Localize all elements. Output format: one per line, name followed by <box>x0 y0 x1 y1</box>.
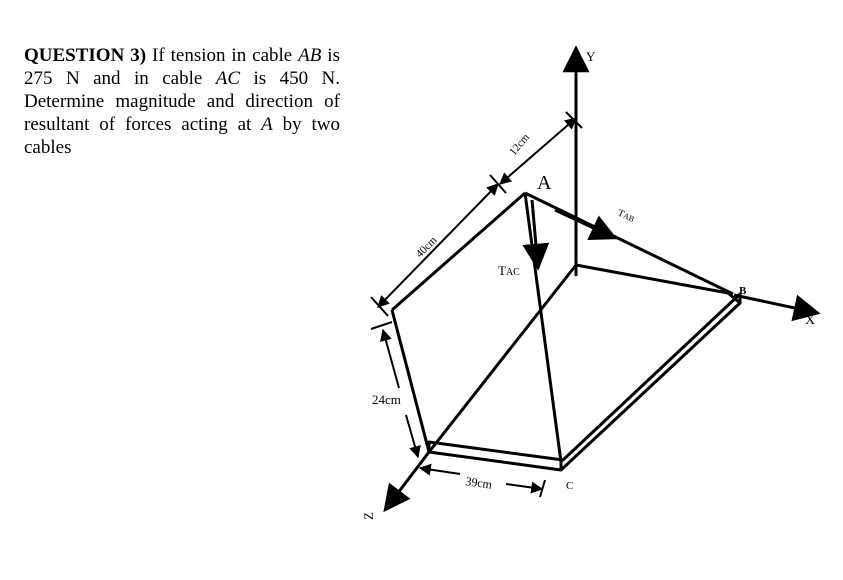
force-label-t-ac <box>498 263 520 278</box>
dim-label-12cm: 12cm <box>507 131 533 158</box>
cable-ac <box>525 193 561 462</box>
point-label-a: A <box>537 172 552 194</box>
axis-group <box>385 48 818 510</box>
cable-ab <box>525 193 733 294</box>
plate-front-edge <box>429 294 740 460</box>
question-part: is 450 N. Determine magnitude and direction of resultant of forces acting at <box>24 68 340 135</box>
x-axis <box>734 295 818 313</box>
dim-24cm-tick-top <box>371 322 392 329</box>
diagonal-brace <box>429 265 576 452</box>
question-part: If tension in cable <box>146 45 299 66</box>
force-label-t-ab <box>616 208 636 225</box>
t-ab-arrow <box>555 210 615 238</box>
dim-24cm-upper <box>383 330 399 388</box>
force-arrows <box>532 200 615 268</box>
axis-label-y: Y <box>586 49 596 64</box>
force-label-t-ac-sub: AC <box>505 267 520 278</box>
dim-label-24cm: 24cm <box>372 392 401 407</box>
question-part: by two cables <box>24 114 341 158</box>
dim-39cm-left <box>420 468 460 474</box>
question-part-cable-ab: AB <box>298 45 322 66</box>
axis-label-x: X <box>805 313 816 328</box>
force-label-t-ab-sub: AB <box>621 211 636 224</box>
dimension-lines <box>371 112 582 497</box>
support-frame <box>392 193 740 471</box>
axis-label-z: Z <box>361 512 376 520</box>
dim-24cm-lower <box>406 415 418 457</box>
dim-40cm-line <box>378 184 498 307</box>
force-label-t-ab-main: T <box>615 207 626 221</box>
dim-39cm-right <box>506 484 542 489</box>
question-part-point-a: A <box>261 114 273 135</box>
force-label-t-ac-main: T <box>498 263 506 278</box>
question-title: QUESTION 3) <box>24 45 147 66</box>
point-label-c: C <box>566 480 574 492</box>
z-axis <box>385 452 429 510</box>
question-part-cable-ac: AC <box>215 68 241 89</box>
dim-label-39cm: 39cm <box>464 474 493 492</box>
dim-label-40cm: 40cm <box>413 234 440 261</box>
point-label-b: B <box>739 285 747 297</box>
question-part: is 275 N and in cable <box>24 45 340 89</box>
back-top-edge <box>392 193 525 310</box>
plate-outline <box>429 293 740 470</box>
